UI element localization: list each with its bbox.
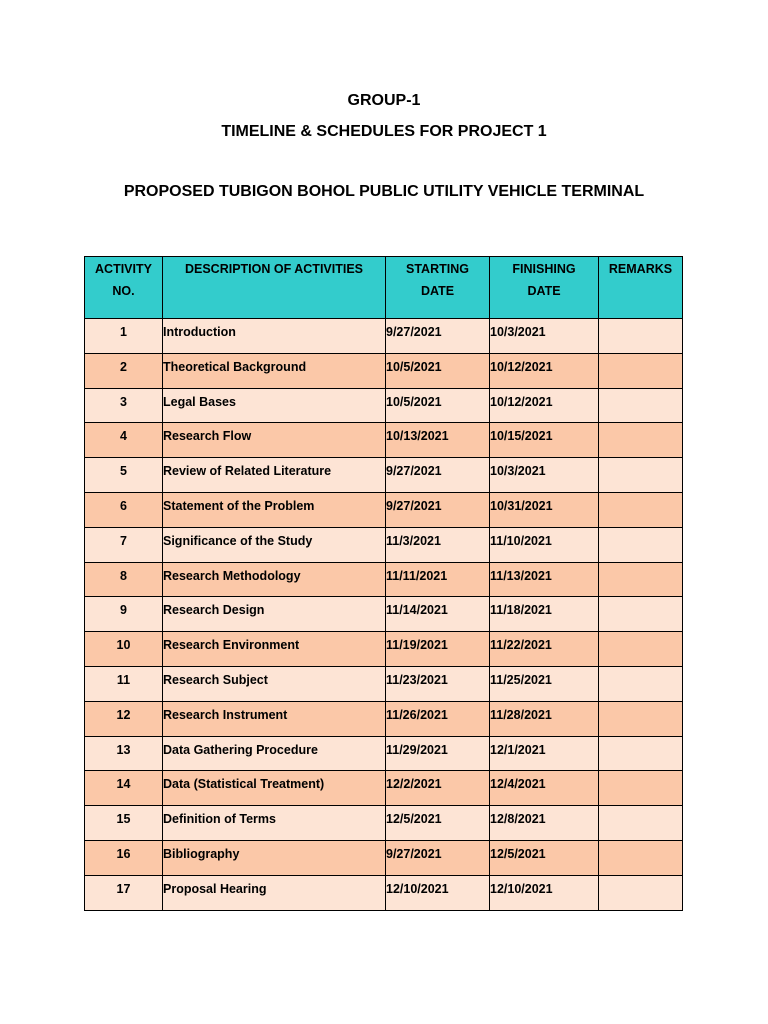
header-finishing-date <box>490 257 599 319</box>
starting-date-cell: 9/27/2021 <box>386 319 490 354</box>
starting-date-cell: 12/5/2021 <box>386 806 490 841</box>
activity-no-cell: 13 <box>85 736 163 771</box>
remarks-cell <box>599 632 683 667</box>
description-cell: Research Instrument <box>163 701 386 736</box>
activity-no-cell: 1 <box>85 319 163 354</box>
finishing-date-cell: 12/1/2021 <box>490 736 599 771</box>
table-row <box>85 353 683 388</box>
finishing-date-cell: 12/8/2021 <box>490 806 599 841</box>
header-description-line1: DESCRIPTION OF ACTIVITIES <box>184 262 364 276</box>
starting-date-cell: 10/13/2021 <box>386 423 490 458</box>
header-finishing-date-line2: DATE <box>527 284 561 298</box>
starting-date-cell: 11/14/2021 <box>386 597 490 632</box>
header-activity-no-line2: NO. <box>112 284 135 298</box>
remarks-cell <box>599 492 683 527</box>
description-cell: Theoretical Background <box>163 353 386 388</box>
activity-no-cell: 4 <box>85 423 163 458</box>
table-row <box>85 701 683 736</box>
description-cell: Research Methodology <box>163 562 386 597</box>
activity-no-cell: 16 <box>85 840 163 875</box>
remarks-cell <box>599 840 683 875</box>
finishing-date-cell: 10/3/2021 <box>490 458 599 493</box>
table-row <box>85 423 683 458</box>
remarks-cell <box>599 736 683 771</box>
starting-date-cell: 11/3/2021 <box>386 527 490 562</box>
activity-no-cell: 7 <box>85 527 163 562</box>
starting-date-cell: 12/10/2021 <box>386 875 490 910</box>
remarks-cell <box>599 875 683 910</box>
starting-date-cell: 10/5/2021 <box>386 388 490 423</box>
finishing-date-cell: 10/15/2021 <box>490 423 599 458</box>
finishing-date-cell: 12/4/2021 <box>490 771 599 806</box>
project-title: PROPOSED TUBIGON BOHOL PUBLIC UTILITY VEHICLE TERMINAL <box>123 183 645 200</box>
table-row <box>85 666 683 701</box>
table-header-row <box>85 257 683 319</box>
table-row <box>85 632 683 667</box>
header-activity-no-line1: ACTIVITY <box>95 262 152 276</box>
table-row <box>85 840 683 875</box>
remarks-cell <box>599 319 683 354</box>
remarks-cell <box>599 666 683 701</box>
finishing-date-cell: 11/25/2021 <box>490 666 599 701</box>
header-starting-date <box>386 257 490 319</box>
group-title: GROUP-1 <box>347 92 421 109</box>
starting-date-cell: 11/26/2021 <box>386 701 490 736</box>
activity-no-cell: 12 <box>85 701 163 736</box>
table-row <box>85 492 683 527</box>
remarks-cell <box>599 562 683 597</box>
finishing-date-cell: 11/18/2021 <box>490 597 599 632</box>
finishing-date-cell: 10/12/2021 <box>490 388 599 423</box>
starting-date-cell: 11/23/2021 <box>386 666 490 701</box>
table-row <box>85 527 683 562</box>
remarks-cell <box>599 353 683 388</box>
starting-date-cell: 11/29/2021 <box>386 736 490 771</box>
activity-no-cell: 11 <box>85 666 163 701</box>
starting-date-cell: 12/2/2021 <box>386 771 490 806</box>
header-starting-date-line1: STARTING <box>406 262 469 276</box>
finishing-date-cell: 12/10/2021 <box>490 875 599 910</box>
activity-no-cell: 14 <box>85 771 163 806</box>
remarks-cell <box>599 423 683 458</box>
description-cell: Review of Related Literature <box>163 458 386 493</box>
remarks-cell <box>599 771 683 806</box>
activity-no-cell: 6 <box>85 492 163 527</box>
remarks-cell <box>599 701 683 736</box>
description-cell: Research Environment <box>163 632 386 667</box>
description-cell: Statement of the Problem <box>163 492 386 527</box>
description-cell: Definition of Terms <box>163 806 386 841</box>
activity-no-cell: 15 <box>85 806 163 841</box>
header-remarks-line1: REMARKS <box>608 262 673 276</box>
starting-date-cell: 9/27/2021 <box>386 840 490 875</box>
remarks-cell <box>599 458 683 493</box>
description-cell: Proposal Hearing <box>163 875 386 910</box>
finishing-date-cell: 11/22/2021 <box>490 632 599 667</box>
starting-date-cell: 9/27/2021 <box>386 492 490 527</box>
finishing-date-cell: 10/3/2021 <box>490 319 599 354</box>
activity-no-cell: 10 <box>85 632 163 667</box>
remarks-cell <box>599 527 683 562</box>
timeline-title: TIMELINE & SCHEDULES FOR PROJECT 1 <box>221 123 547 140</box>
header-activity-no <box>85 257 163 319</box>
activity-no-cell: 8 <box>85 562 163 597</box>
description-cell: Research Subject <box>163 666 386 701</box>
activity-no-cell: 5 <box>85 458 163 493</box>
finishing-date-cell: 11/10/2021 <box>490 527 599 562</box>
starting-date-cell: 11/19/2021 <box>386 632 490 667</box>
finishing-date-cell: 10/31/2021 <box>490 492 599 527</box>
schedule-table <box>84 256 683 911</box>
finishing-date-cell: 11/13/2021 <box>490 562 599 597</box>
description-cell: Data (Statistical Treatment) <box>163 771 386 806</box>
header-starting-date-line2: DATE <box>420 284 455 298</box>
table-row <box>85 771 683 806</box>
description-cell: Data Gathering Procedure <box>163 736 386 771</box>
description-cell: Research Flow <box>163 423 386 458</box>
header-description <box>163 257 386 319</box>
table-row <box>85 562 683 597</box>
starting-date-cell: 11/11/2021 <box>386 562 490 597</box>
description-cell: Legal Bases <box>163 388 386 423</box>
remarks-cell <box>599 388 683 423</box>
description-cell: Bibliography <box>163 840 386 875</box>
starting-date-cell: 9/27/2021 <box>386 458 490 493</box>
finishing-date-cell: 11/28/2021 <box>490 701 599 736</box>
description-cell: Significance of the Study <box>163 527 386 562</box>
starting-date-cell: 10/5/2021 <box>386 353 490 388</box>
table-row <box>85 458 683 493</box>
table-row <box>85 806 683 841</box>
remarks-cell <box>599 806 683 841</box>
remarks-cell <box>599 597 683 632</box>
table-row <box>85 319 683 354</box>
description-cell: Introduction <box>163 319 386 354</box>
table-row <box>85 388 683 423</box>
finishing-date-cell: 10/12/2021 <box>490 353 599 388</box>
header-remarks <box>599 257 683 319</box>
activity-no-cell: 17 <box>85 875 163 910</box>
activity-no-cell: 9 <box>85 597 163 632</box>
header-finishing-date-line1: FINISHING <box>512 262 576 276</box>
description-cell: Research Design <box>163 597 386 632</box>
finishing-date-cell: 12/5/2021 <box>490 840 599 875</box>
table-row <box>85 597 683 632</box>
table-row <box>85 875 683 910</box>
schedule-body <box>85 319 683 911</box>
activity-no-cell: 3 <box>85 388 163 423</box>
table-row <box>85 736 683 771</box>
activity-no-cell: 2 <box>85 353 163 388</box>
